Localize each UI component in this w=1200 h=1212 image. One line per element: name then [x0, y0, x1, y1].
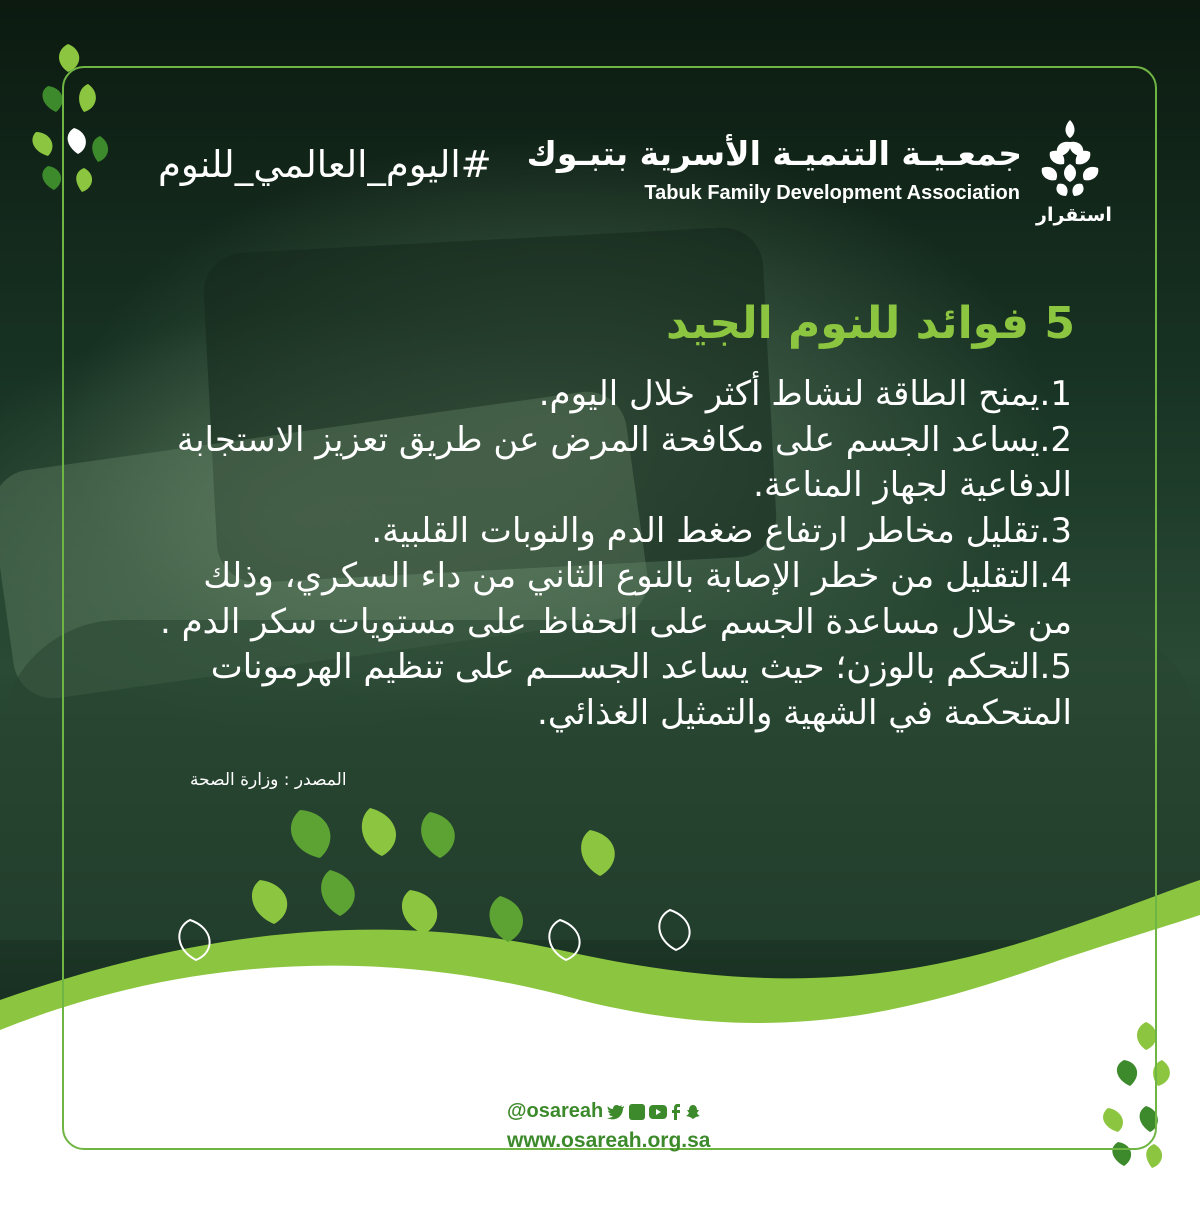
snapchat-icon[interactable] [685, 1104, 701, 1120]
bottom-right-leaves [1094, 1016, 1184, 1176]
instagram-icon[interactable] [629, 1104, 645, 1120]
hashtag-label: #اليوم_العالمي_للنوم [158, 143, 492, 186]
logo-label: استقرار [1036, 204, 1112, 226]
facebook-icon[interactable] [671, 1104, 681, 1120]
benefits-list [152, 372, 1072, 736]
benefit-item-5: 5.التحكم بالوزن؛ حيث يساعد الجســـم على تنظيم الهرمونات المتحكمة في الشهية والتمثيل الغذائي. [210, 647, 1072, 733]
org-name-english: Tabuk Family Development Association [644, 182, 1020, 204]
social-handle[interactable]: @osareah [507, 1100, 604, 1122]
benefit-item-1: 1.يمنح الطاقة لنشاط أكثر خلال اليوم. [538, 374, 1072, 414]
twitter-icon[interactable] [607, 1104, 625, 1120]
center-leaves [170, 800, 790, 990]
social-row [507, 1100, 710, 1123]
org-name-arabic: جمعـيـة التنميـة الأسرية بتبـوك [526, 134, 1022, 173]
contact-block [507, 1100, 710, 1153]
top-left-leaves [28, 36, 118, 196]
website-link[interactable]: www.osareah.org.sa [507, 1129, 711, 1152]
youtube-icon[interactable] [649, 1105, 667, 1119]
benefit-item-2: 2.يساعد الجسم على مكافحة المرض عن طريق تعزيز الاستجابة الدفاعية لجهاز المناعة. [176, 419, 1072, 505]
benefit-item-4: 4.التقليل من خطر الإصابة بالنوع الثاني من داء السكري، وذلك من خلال مساعدة الجسم على الحفاظ على مستويات سكر الدم . [160, 556, 1072, 642]
source-note: المصدر : وزارة الصحة [190, 770, 347, 790]
benefit-item-3: 3.تقليل مخاطر ارتفاع ضغط الدم والنوبات القلبية. [371, 510, 1072, 551]
association-logo-icon [1038, 118, 1102, 198]
page-title: 5 فوائد للنوم الجيد [666, 298, 1075, 349]
